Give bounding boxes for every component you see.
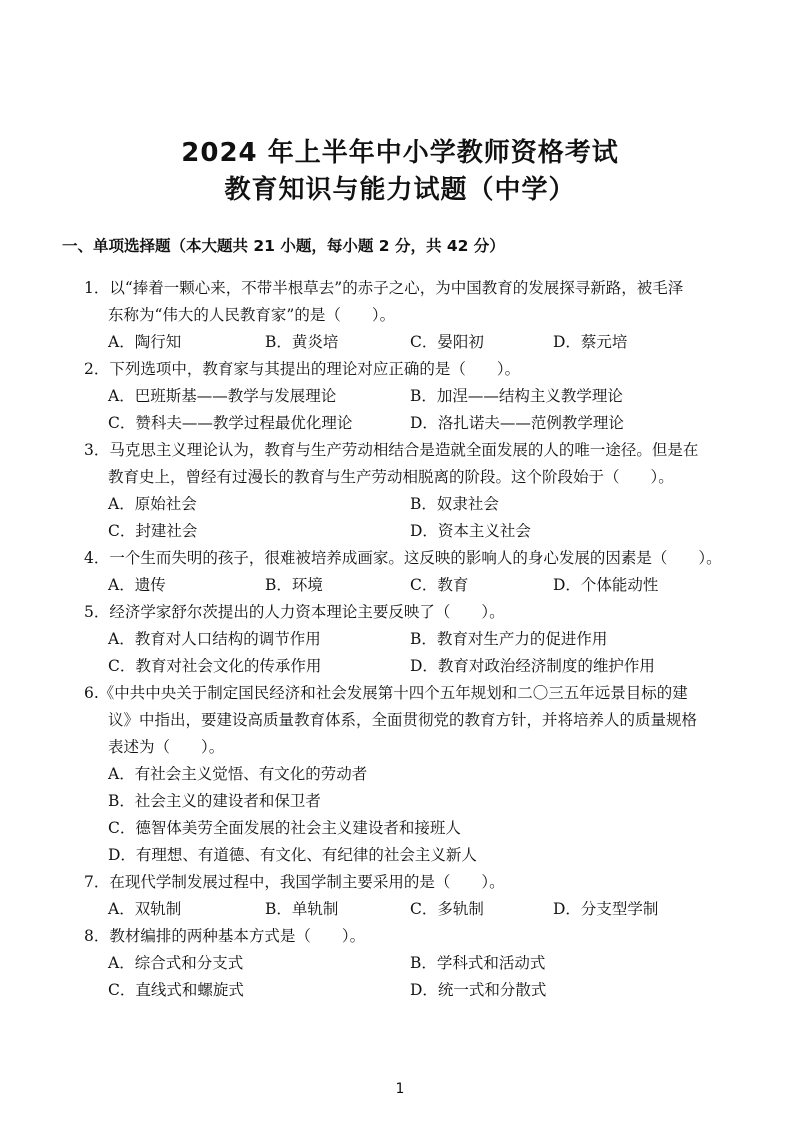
question-7-option-d: D．分支型学制 <box>553 900 659 918</box>
question-3-option-d: D．资本主义社会 <box>410 522 531 540</box>
question-4-option-b: B．环境 <box>265 576 323 594</box>
question-1-option-d: D．蔡元培 <box>553 333 628 351</box>
question-5-stem-line-1: 5．经济学家舒尔茨提出的人力资本理论主要反映了（ ）。 <box>84 603 505 621</box>
question-6-stem-line-2: 议》中指出，要建设高质量教育体系，全面贯彻党的教育方针，并将培养人的质量规格 <box>108 711 698 729</box>
question-2-option-a: A．巴班斯基——教学与发展理论 <box>108 387 337 405</box>
question-4-stem-line-1: 4．一个生而失明的孩子，很难被培养成画家。这反映的影响人的身心发展的因素是（ ）。 <box>84 549 722 567</box>
question-7-stem-line-1: 7．在现代学制发展过程中，我国学制主要采用的是（ ）。 <box>84 873 505 891</box>
question-4-option-c: C．教育 <box>410 576 469 594</box>
question-1-option-c: C．晏阳初 <box>410 333 484 351</box>
question-6-stem-line-1: 6.《中共中央关于制定国民经济和社会发展第十四个五年规划和二〇三五年远景目标的建 <box>84 684 688 702</box>
question-4-option-d: D．个体能动性 <box>553 576 659 594</box>
question-8-option-c: C．直线式和螺旋式 <box>108 981 244 999</box>
question-8-option-b: B．学科式和活动式 <box>410 954 546 972</box>
question-4-option-a: A．遗传 <box>108 576 166 594</box>
question-6-option-d: D．有理想、有道德、有文化、有纪律的社会主义新人 <box>108 846 477 864</box>
question-3-option-c: C．封建社会 <box>108 522 198 540</box>
page-number: 1 <box>395 1081 405 1097</box>
question-1-option-a: A．陶行知 <box>108 333 182 351</box>
question-7-option-a: A．双轨制 <box>108 900 182 918</box>
question-3-option-b: B．奴隶社会 <box>410 495 499 513</box>
question-6-option-b: B．社会主义的建设者和保卫者 <box>108 792 321 810</box>
exam-title: 2024 年上半年中小学教师资格考试 <box>181 138 619 168</box>
section-heading: 一、单项选择题（本大题共 21 小题，每小题 2 分，共 42 分） <box>62 237 505 255</box>
question-3-stem-line-2: 教育史上，曾经有过漫长的教育与生产劳动相脱离的阶段。这个阶段始于（ ）。 <box>108 468 674 486</box>
question-8-option-d: D．统一式和分散式 <box>410 981 547 999</box>
question-8-option-a: A．综合式和分支式 <box>108 954 244 972</box>
question-7-option-c: C．多轨制 <box>410 900 484 918</box>
question-8-stem-line-1: 8．教材编排的两种基本方式是（ ）。 <box>84 927 366 945</box>
question-1-stem-line-2: 东称为“伟大的人民教育家”的是（ ）。 <box>108 306 396 324</box>
question-2-option-d: D．洛扎诺夫——范例教学理论 <box>410 414 624 432</box>
question-6-option-c: C．德智体美劳全面发展的社会主义建设者和接班人 <box>108 819 461 837</box>
question-6-stem-line-3: 表述为（ ）。 <box>108 738 225 756</box>
question-3-stem-line-1: 3．马克思主义理论认为，教育与生产劳动相结合是造就全面发展的人的唯一途径。但是在 <box>84 441 699 459</box>
question-7-option-b: B．单轨制 <box>265 900 339 918</box>
question-5-option-d: D．教育对政治经济制度的维护作用 <box>410 657 655 675</box>
question-5-option-b: B．教育对生产力的促进作用 <box>410 630 608 648</box>
question-1-option-b: B．黄炎培 <box>265 333 339 351</box>
exam-subtitle: 教育知识与能力试题（中学） <box>224 175 576 205</box>
question-3-option-a: A．原始社会 <box>108 495 197 513</box>
question-2-option-b: B．加涅——结构主义教学理论 <box>410 387 623 405</box>
question-1-stem-line-1: 1．以“捧着一颗心来，不带半根草去”的赤子之心，为中国教育的发展探寻新路，被毛泽 <box>84 279 684 297</box>
question-6-option-a: A．有社会主义觉悟、有文化的劳动者 <box>108 765 368 783</box>
question-2-stem-line-1: 2．下列选项中，教育家与其提出的理论对应正确的是（ ）。 <box>84 360 521 378</box>
question-5-option-a: A．教育对人口结构的调节作用 <box>108 630 321 648</box>
question-5-option-c: C．教育对社会文化的传承作用 <box>108 657 322 675</box>
question-2-option-c: C．赞科夫——教学过程最优化理论 <box>108 414 353 432</box>
